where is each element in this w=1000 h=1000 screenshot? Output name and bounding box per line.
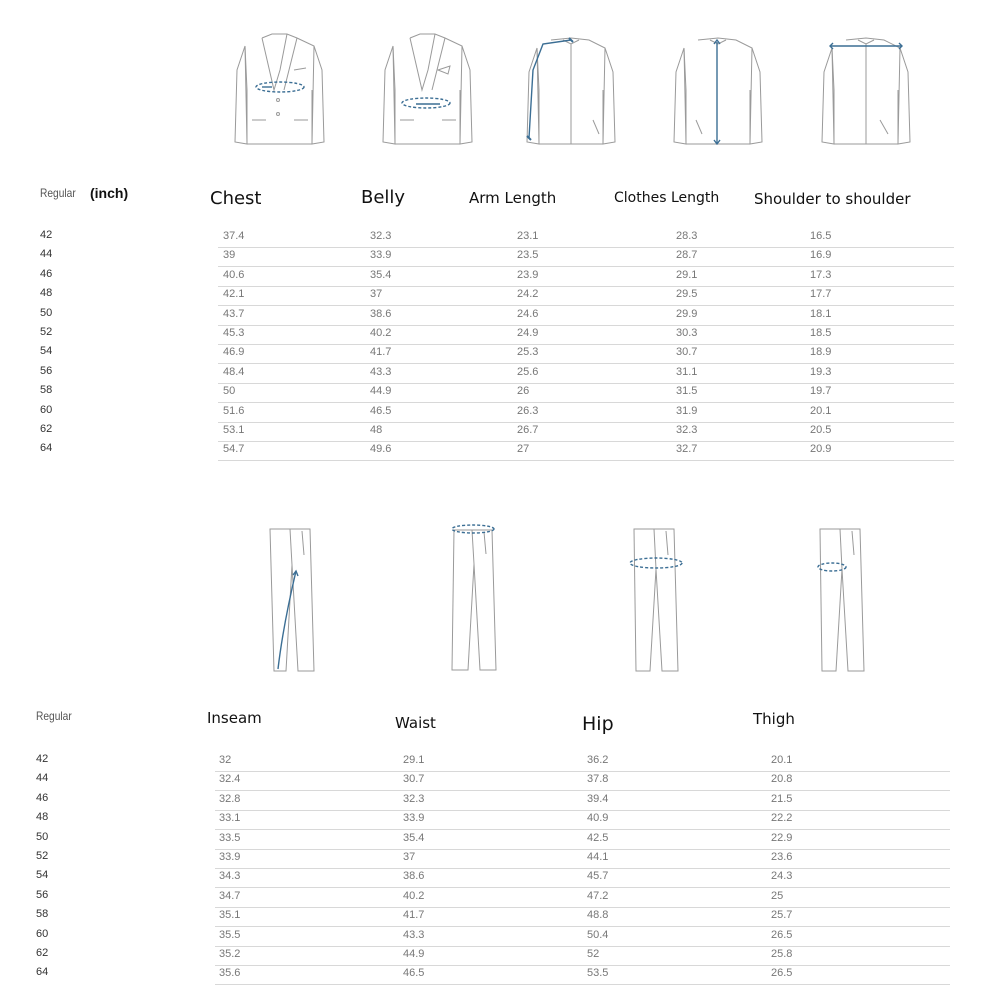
table-cell: 33.9: [219, 851, 241, 863]
pants-fit-label: Regular: [36, 709, 72, 723]
size-label: 54: [36, 869, 49, 882]
table-row: [218, 306, 954, 326]
table-cell: 17.3: [810, 268, 832, 281]
table-cell: 35.4: [403, 831, 425, 844]
table-cell: 23.1: [517, 230, 539, 242]
table-cell: 19.7: [810, 385, 832, 398]
jacket-header-belly: Belly: [361, 187, 406, 208]
table-cell: 31.9: [676, 404, 698, 417]
jacket-header-shoulder: Shoulder to shoulder: [754, 190, 911, 208]
table-row: [218, 403, 954, 423]
table-cell: 25.6: [517, 365, 539, 378]
table-row: [218, 247, 954, 267]
table-cell: 35.4: [370, 268, 392, 281]
table-cell: 24.6: [517, 307, 539, 320]
jacket-chest-illustration: [232, 30, 327, 150]
table-cell: 46.5: [370, 404, 392, 417]
size-label: 46: [36, 791, 49, 804]
table-cell: 40.2: [370, 327, 392, 339]
table-cell: 33.1: [219, 812, 241, 825]
table-cell: 30.3: [676, 327, 698, 339]
table-cell: 45.3: [223, 327, 245, 339]
table-row: [218, 383, 954, 403]
size-label: 44: [40, 248, 53, 261]
table-cell: 31.5: [676, 385, 698, 398]
table-cell: 26: [517, 385, 530, 398]
table-row: [215, 927, 950, 947]
pants-header-inseam: Inseam: [207, 709, 262, 727]
table-cell: 18.1: [810, 307, 832, 320]
table-cell: 20.1: [771, 754, 793, 766]
pants-waist-illustration: [440, 518, 500, 676]
size-label: 48: [40, 287, 53, 300]
table-cell: 36.2: [587, 754, 609, 766]
table-cell: 24.3: [771, 870, 793, 883]
table-row: [215, 907, 950, 927]
table-cell: 20.5: [810, 424, 832, 436]
table-cell: 35.2: [219, 948, 241, 960]
table-cell: 45.7: [587, 870, 609, 883]
table-cell: 43.7: [223, 307, 245, 320]
size-label: 60: [36, 927, 49, 940]
table-cell: 19.3: [810, 365, 832, 378]
pants-header-thigh: Thigh: [753, 710, 795, 728]
jacket-fit-label: Regular: [40, 186, 76, 200]
table-cell: 31.1: [676, 365, 698, 378]
jacket-unit-label: (inch): [90, 185, 129, 201]
size-label: 62: [36, 947, 49, 959]
size-label: 52: [36, 850, 49, 862]
size-label: 60: [40, 403, 53, 416]
table-cell: 18.9: [810, 346, 832, 359]
table-row: [218, 267, 954, 287]
pants-inseam-illustration: [262, 525, 322, 677]
table-cell: 53.5: [587, 967, 609, 980]
table-cell: 54.7: [223, 443, 245, 456]
table-cell: 35.6: [219, 967, 241, 980]
size-label: 44: [36, 772, 49, 785]
table-cell: 37.4: [223, 230, 245, 242]
table-cell: 24.2: [517, 288, 539, 301]
table-cell: 32.3: [676, 424, 698, 436]
table-row: [218, 364, 954, 384]
table-cell: 26.7: [517, 424, 539, 436]
pants-header-waist: Waist: [395, 714, 436, 732]
table-cell: 33.5: [219, 831, 241, 844]
table-row: [218, 325, 954, 345]
size-label: 64: [40, 442, 53, 455]
table-cell: 29.1: [403, 754, 425, 766]
table-cell: 46.5: [403, 967, 425, 980]
table-cell: 23.6: [771, 851, 793, 863]
table-cell: 40.9: [587, 812, 609, 825]
table-cell: 44.9: [370, 385, 392, 398]
table-cell: 23.9: [517, 268, 539, 281]
table-cell: 43.3: [370, 365, 392, 378]
table-cell: 23.5: [517, 249, 539, 262]
table-cell: 37: [403, 851, 416, 863]
table-row: [215, 849, 950, 869]
table-cell: 38.6: [370, 307, 392, 320]
table-cell: 47.2: [587, 889, 609, 902]
table-cell: 37.8: [587, 773, 609, 786]
size-label: 64: [36, 966, 49, 979]
table-cell: 39: [223, 249, 236, 262]
pants-hip-illustration: [626, 525, 686, 677]
table-cell: 20.1: [810, 404, 832, 417]
size-label: 56: [40, 364, 53, 377]
size-label: 50: [40, 306, 53, 319]
table-cell: 20.8: [771, 773, 793, 786]
table-cell: 40.6: [223, 268, 245, 281]
size-label: 62: [40, 423, 53, 435]
table-row: [215, 946, 950, 966]
table-cell: 29.5: [676, 288, 698, 301]
table-cell: 29.1: [676, 268, 698, 281]
table-cell: 17.7: [810, 288, 832, 301]
table-cell: 25.3: [517, 346, 539, 359]
table-cell: 28.3: [676, 230, 698, 242]
table-cell: 26.3: [517, 404, 539, 417]
table-row: [215, 791, 950, 811]
table-cell: 48.8: [587, 909, 609, 922]
table-cell: 25.7: [771, 909, 793, 922]
table-row: [215, 965, 950, 985]
table-cell: 16.9: [810, 249, 832, 262]
table-cell: 48: [370, 424, 383, 436]
size-label: 52: [40, 326, 53, 338]
jacket-belly-illustration: [380, 30, 475, 150]
size-label: 56: [36, 888, 49, 901]
table-cell: 38.6: [403, 870, 425, 883]
table-cell: 32.3: [370, 230, 392, 242]
table-row: [218, 286, 954, 306]
table-cell: 32: [219, 754, 232, 766]
table-cell: 50.4: [587, 928, 609, 941]
table-cell: 46.9: [223, 346, 245, 359]
size-label: 42: [36, 753, 49, 765]
table-cell: 27: [517, 443, 530, 456]
size-label: 42: [40, 229, 53, 241]
table-cell: 32.8: [219, 792, 241, 805]
pants-thigh-illustration: [812, 525, 872, 677]
table-row: [215, 752, 950, 772]
table-cell: 26.5: [771, 928, 793, 941]
size-label: 58: [36, 908, 49, 921]
table-cell: 41.7: [370, 346, 392, 359]
table-cell: 43.3: [403, 928, 425, 941]
jacket-header-arm-length: Arm Length: [469, 189, 557, 207]
table-row: [218, 422, 954, 442]
size-label: 54: [40, 345, 53, 358]
table-cell: 35.5: [219, 928, 241, 941]
table-cell: 37: [370, 288, 383, 301]
table-row: [218, 344, 954, 364]
table-cell: 39.4: [587, 792, 609, 805]
table-cell: 42.1: [223, 288, 245, 301]
table-cell: 35.1: [219, 909, 241, 922]
table-cell: 16.5: [810, 230, 832, 242]
table-cell: 51.6: [223, 404, 245, 417]
pants-header-hip: Hip: [582, 713, 614, 735]
table-row: [215, 868, 950, 888]
table-cell: 29.9: [676, 307, 698, 320]
table-cell: 25.8: [771, 948, 793, 960]
table-cell: 50: [223, 385, 236, 398]
table-cell: 44.9: [403, 948, 425, 960]
size-label: 48: [36, 811, 49, 824]
table-row: [218, 228, 954, 248]
table-row: [215, 888, 950, 908]
table-cell: 32.4: [219, 773, 241, 786]
table-cell: 30.7: [676, 346, 698, 359]
table-cell: 20.9: [810, 443, 832, 456]
table-row: [215, 830, 950, 850]
table-cell: 33.9: [370, 249, 392, 262]
table-cell: 48.4: [223, 365, 245, 378]
table-cell: 32.7: [676, 443, 698, 456]
table-cell: 26.5: [771, 967, 793, 980]
table-cell: 18.5: [810, 327, 832, 339]
table-cell: 44.1: [587, 851, 609, 863]
size-label: 58: [40, 384, 53, 397]
table-cell: 53.1: [223, 424, 245, 436]
table-row: [215, 771, 950, 791]
table-cell: 34.7: [219, 889, 241, 902]
table-cell: 25: [771, 889, 784, 902]
table-cell: 22.9: [771, 831, 793, 844]
table-row: [218, 441, 954, 461]
table-cell: 22.2: [771, 812, 793, 825]
jacket-header-clothes-length: Clothes Length: [614, 190, 720, 206]
table-cell: 42.5: [587, 831, 609, 844]
table-row: [215, 810, 950, 830]
table-cell: 21.5: [771, 792, 793, 805]
jacket-arm-length-illustration: [523, 30, 618, 150]
table-cell: 32.3: [403, 792, 425, 805]
jacket-shoulder-illustration: [818, 30, 913, 150]
table-cell: 33.9: [403, 812, 425, 825]
table-cell: 34.3: [219, 870, 241, 883]
table-cell: 28.7: [676, 249, 698, 262]
table-cell: 41.7: [403, 909, 425, 922]
table-cell: 49.6: [370, 443, 392, 456]
table-cell: 30.7: [403, 773, 425, 786]
size-label: 50: [36, 830, 49, 843]
table-cell: 24.9: [517, 327, 539, 339]
table-cell: 52: [587, 948, 600, 960]
jacket-clothes-length-illustration: [670, 30, 765, 150]
table-cell: 40.2: [403, 889, 425, 902]
size-label: 46: [40, 267, 53, 280]
jacket-header-chest: Chest: [210, 188, 262, 209]
